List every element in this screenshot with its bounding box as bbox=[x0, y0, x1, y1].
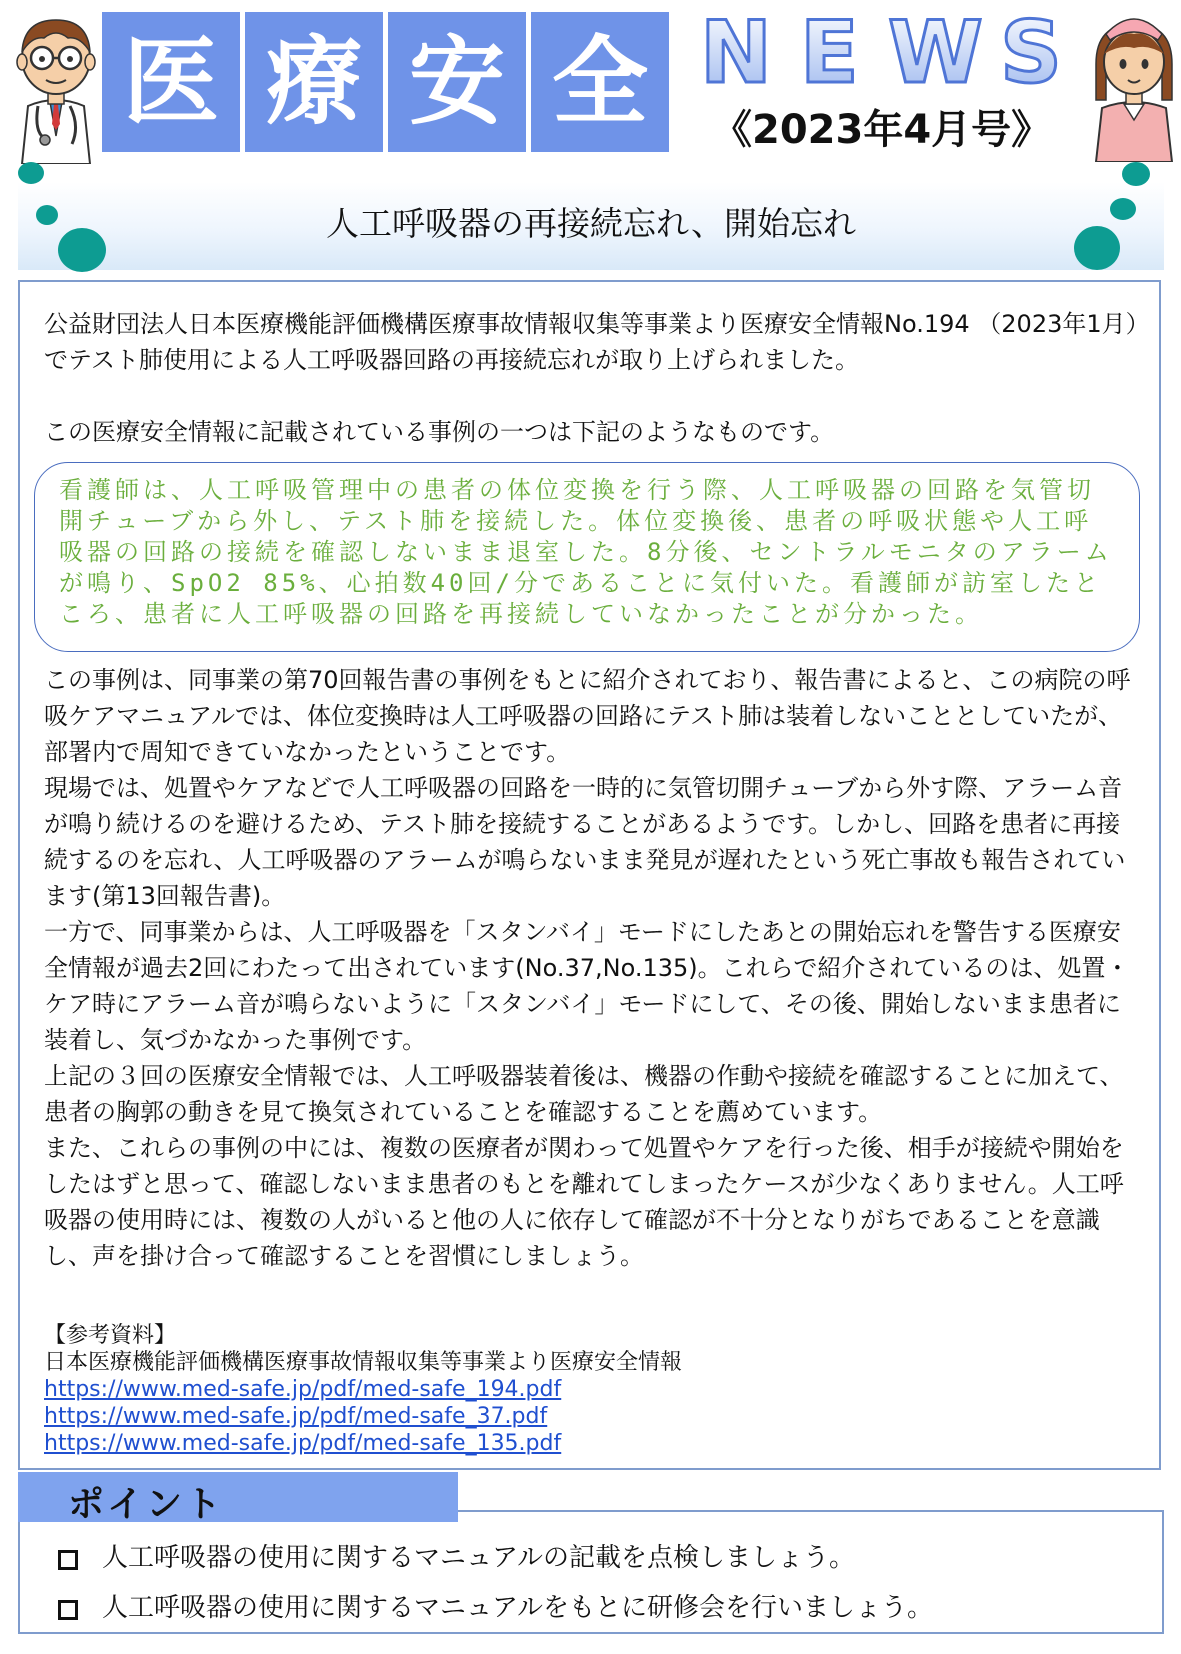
kanji-box-3: 安 bbox=[388, 12, 526, 152]
doctor-illustration bbox=[10, 6, 102, 164]
references bbox=[44, 1322, 1044, 1457]
references-heading: 【参考資料】 bbox=[44, 1323, 177, 1348]
teal-dot bbox=[18, 162, 44, 184]
news-letter-w: W bbox=[888, 3, 983, 100]
article-title: 人工呼吸器の再接続忘れ、開始忘れ bbox=[326, 204, 856, 243]
kanji-box-1: 医 bbox=[102, 12, 240, 152]
point-box bbox=[18, 1510, 1164, 1634]
point-item-text: 人工呼吸器の使用に関するマニュアルの記載を点検しましょう。 bbox=[102, 1543, 855, 1573]
teal-dot bbox=[1110, 198, 1136, 220]
point-item bbox=[38, 1540, 1138, 1580]
point-heading: ポイント bbox=[68, 1484, 225, 1525]
body-paragraph: 一方で、同事業からは、人工呼吸器を「スタンバイ」モードにしたあとの開始忘れを警告する医療安全情報が過去2回にわたって出されています(No.37,No.135)。これらで紹介されているのは、処置・ケア時にアラーム音が鳴らないように「スタンバイ」モードにして、その後、開始しないまま患者に装着し、気づかなかった事例です。 bbox=[44, 918, 1130, 1054]
case-example-box bbox=[34, 462, 1140, 652]
reference-link[interactable]: https://www.med-safe.jp/pdf/med-safe_194.pdf bbox=[44, 1377, 562, 1402]
checkbox-icon bbox=[58, 1600, 78, 1620]
issue-date: 《2023年4月号》 bbox=[712, 107, 1052, 153]
teal-dot bbox=[1122, 162, 1150, 186]
teal-dot bbox=[36, 205, 58, 225]
news-letter-s: S bbox=[1000, 3, 1062, 100]
body-paragraph: この事例は、同事業の第70回報告書の事例をもとに紹介されており、報告書によると、この病院の呼吸ケアマニュアルでは、体位変換時は人工呼吸器の回路にテスト肺は装着しないこととしていたが、部署内で周知できていなかったということです。 bbox=[44, 666, 1131, 766]
teal-dot bbox=[1074, 226, 1120, 270]
kanji-box-2: 療 bbox=[245, 12, 383, 152]
news-letter-e: E bbox=[800, 3, 859, 100]
reference-link[interactable]: https://www.med-safe.jp/pdf/med-safe_135.pdf bbox=[44, 1431, 562, 1456]
news-wordmark bbox=[700, 0, 1085, 100]
checkbox-icon bbox=[58, 1550, 78, 1570]
article-body-box bbox=[18, 280, 1161, 1470]
intro-paragraph-2: この医療安全情報に記載されている事例の一つは下記のようなものです。 bbox=[44, 418, 835, 446]
point-item-text: 人工呼吸器の使用に関するマニュアルをもとに研修会を行いましょう。 bbox=[102, 1593, 933, 1623]
point-heading-tab bbox=[18, 1472, 458, 1525]
reference-link[interactable]: https://www.med-safe.jp/pdf/med-safe_37.pdf bbox=[44, 1404, 548, 1429]
point-item bbox=[38, 1590, 1138, 1630]
kanji-box-4: 全 bbox=[531, 12, 669, 152]
nurse-illustration bbox=[1088, 4, 1180, 162]
case-example-text: 看護師は、人工呼吸管理中の患者の体位変換を行う際、人工呼吸器の回路を気管切開チューブから外し、テスト肺を接続した。体位変換後、患者の呼吸状態や人工呼吸器の回路の接続を確認しないまま退室した。8分後、セントラルモニタのアラームが鳴り、SpO2 85%、心拍数40回/分であることに気付いた。看護師が訪室したところ、患者に人工呼吸器の回路を再接続していなかったことが分かった。 bbox=[59, 476, 1113, 628]
header bbox=[0, 0, 1181, 165]
teal-dot bbox=[58, 228, 106, 272]
body-paragraph: 上記の３回の医療安全情報では、人工呼吸器装着後は、機器の作動や接続を確認することに加えて、患者の胸郭の動きを見て換気されていることを確認することを薦めています。 bbox=[44, 1062, 1124, 1126]
intro-paragraph: 公益財団法人日本医療機能評価機構医療事故情報収集等事業より医療安全情報No.194 （2023年1月）でテスト肺使用による人工呼吸器回路の再接続忘れが取り上げられました。 bbox=[44, 310, 1138, 374]
body-paragraph: 現場では、処置やケアなどで人工呼吸器の回路を一時的に気管切開チューブから外す際、アラーム音が鳴り続けるのを避けるため、テスト肺を接続することがあるようです。しかし、回路を患者に再接続するのを忘れ、人工呼吸器のアラームが鳴らないまま発見が遅れたという死亡事故も報告されています(第13回報告書)。 bbox=[44, 774, 1126, 910]
news-letter-n: N bbox=[700, 3, 772, 100]
body-paragraph: また、これらの事例の中には、複数の医療者が関わって処置やケアを行った後、相手が接続や開始をしたはずと思って、確認しないまま患者のもとを離れてしまったケースが少なくありません。人工呼吸器の使用時には、複数の人がいると他の人に依存して確認が不十分となりがちであることを意識し、声を掛け合って確認することを習慣にしましょう。 bbox=[44, 1134, 1124, 1270]
title-band bbox=[18, 182, 1164, 270]
references-source: 日本医療機能評価機構医療事故情報収集等事業より医療安全情報 bbox=[44, 1350, 683, 1375]
